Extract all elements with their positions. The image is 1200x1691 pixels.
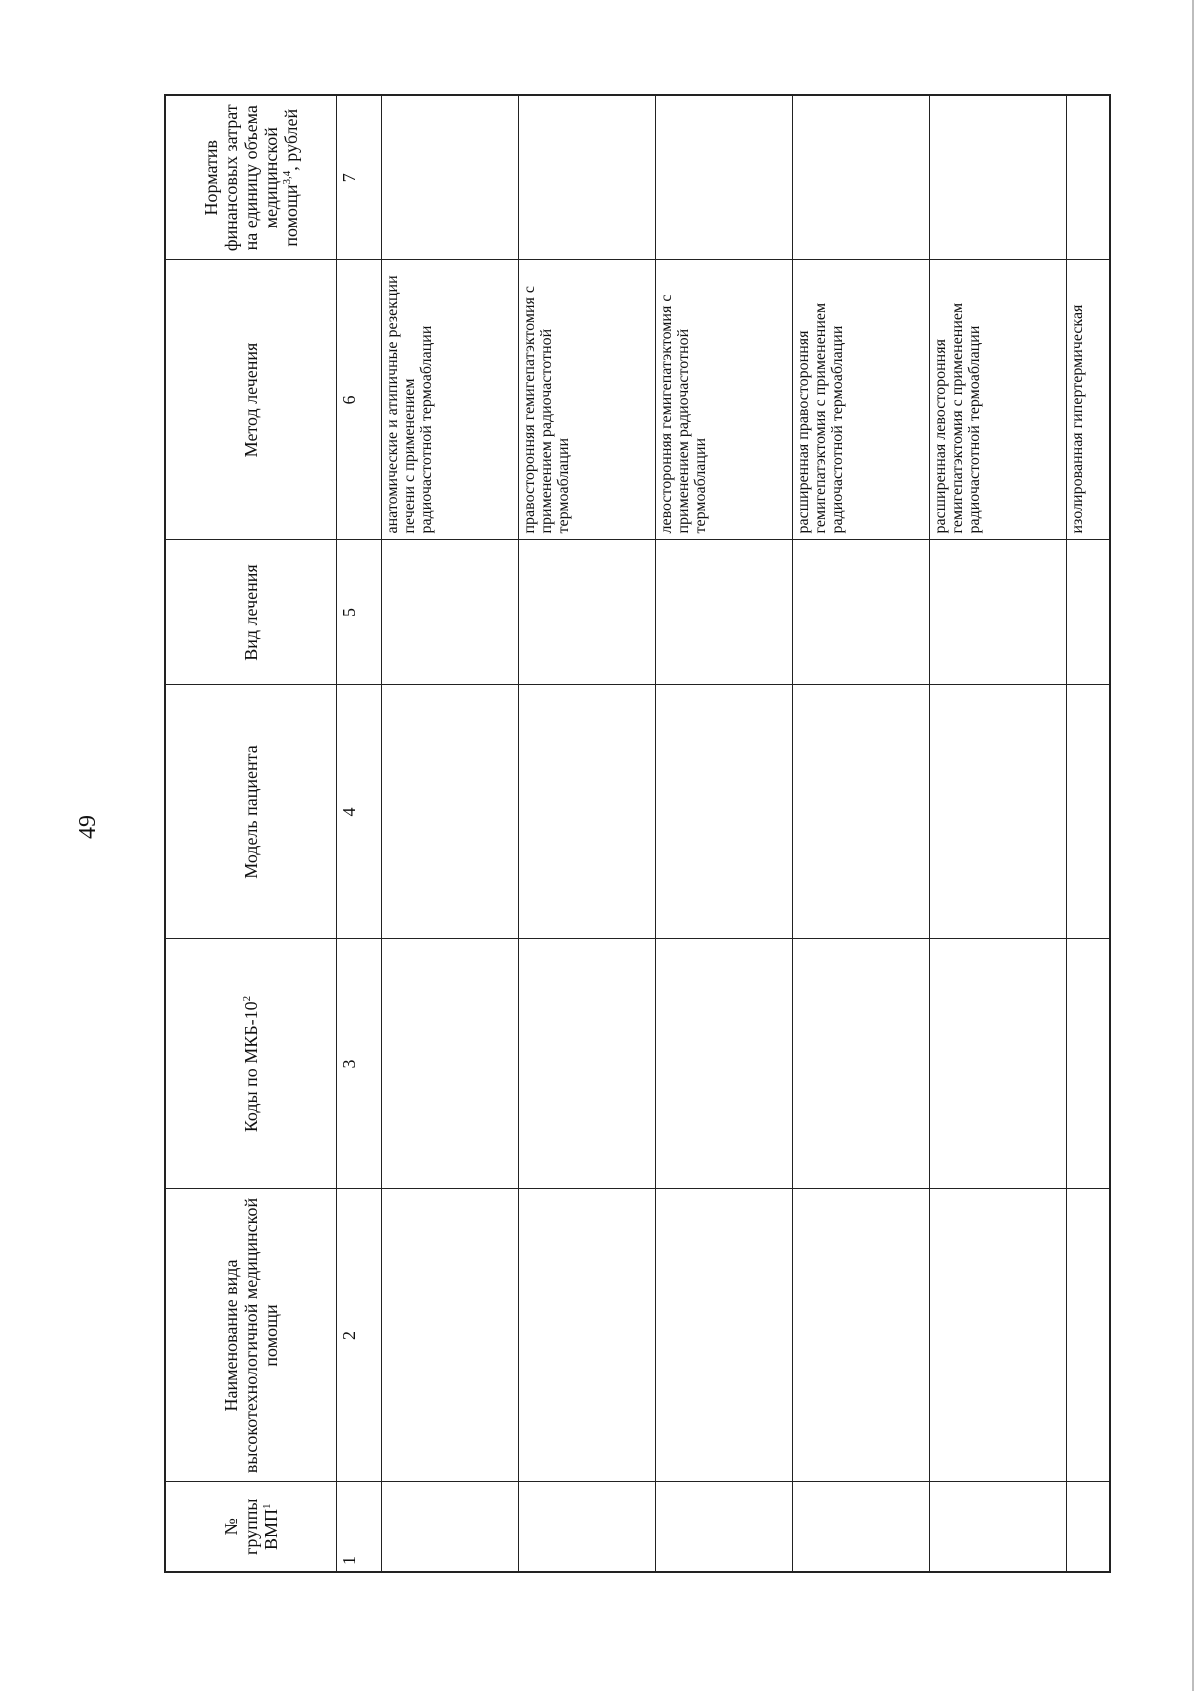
vmp-table [164, 94, 1111, 1573]
header-treatment-type: Вид лечения [165, 540, 337, 685]
table-row [519, 95, 656, 1572]
column-number: 5 [337, 540, 382, 685]
column-number: 6 [337, 260, 382, 540]
header-treatment-method: Метод лечения [165, 260, 337, 540]
method-cell: расширенная правосторонняя гемигепатэктомия с применением радиочастотной термоаблации [793, 260, 930, 540]
header-patient-model: Модель пациента [165, 685, 337, 939]
method-cell: изолированная гипертермическая [1067, 260, 1111, 540]
column-number: 1 [337, 1482, 382, 1572]
table-row [382, 95, 519, 1572]
column-number: 3 [337, 939, 382, 1189]
table-row [1067, 95, 1111, 1572]
rotated-table [164, 96, 1086, 1573]
header-vmp-name: Наименование вида высокотехнологичной медицинской помощи [165, 1189, 337, 1482]
column-number: 4 [337, 685, 382, 939]
header-icd-codes: Коды по МКБ-$10^2$ [165, 939, 337, 1189]
page-number: 49 [75, 815, 101, 839]
table-row [793, 95, 930, 1572]
method-cell: левосторонняя гемигепатэктомия с применением радиочастотной термоаблации [656, 260, 793, 540]
method-cell: правосторонняя гемигепатэктомия с применением радиочастотной термоаблации [519, 260, 656, 540]
table-row [656, 95, 793, 1572]
column-number-row [337, 95, 382, 1572]
column-number: 2 [337, 1189, 382, 1482]
table-row [930, 95, 1067, 1572]
method-cell: расширенная левосторонняя гемигепатэктомия с применением радиочастотной термоаблации [930, 260, 1067, 540]
scan-edge-line [1192, 0, 1194, 1691]
method-cell: анатомические и атипичные резекции печени с применением радиочастотной термоаблации [382, 260, 519, 540]
column-number: 7 [337, 95, 382, 260]
header-group-number: № группы ВМП$^1$ [165, 1482, 337, 1572]
header-row [165, 95, 337, 1572]
header-cost-norm: Норматив финансовых затрат на единицу объема медицинской помощи$^{3,4}$, рублей [165, 95, 337, 260]
